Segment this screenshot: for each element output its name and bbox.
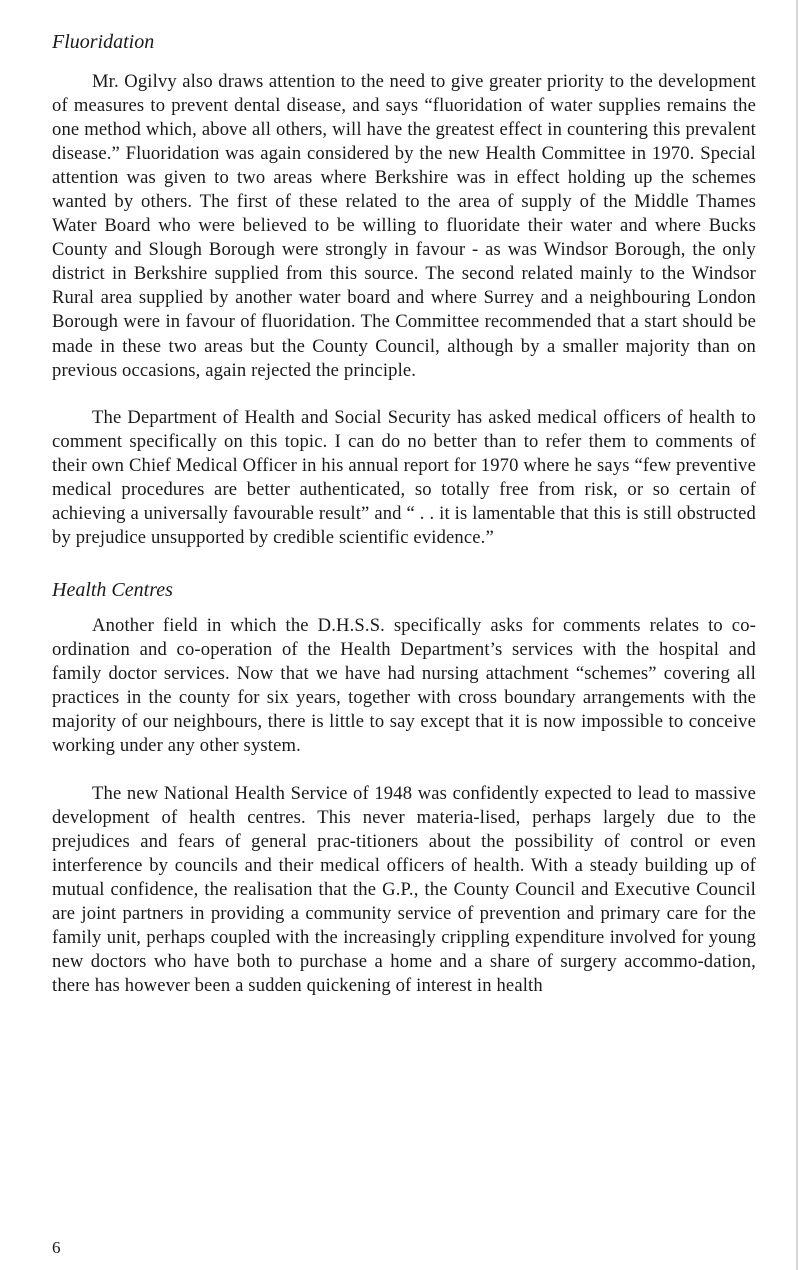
paragraph-health-centres-2: The new National Health Service of 1948 was confidently expected to lead to massive development of health centres. This never materia-lised, perhaps largely due to the prejudices and fears of general prac-titioners about the possibility of control or even interference by councils and their medical officers of health. With a steady building up of mutual confidence, the realisation that the G.P., the County Council and Executive Council are joint partners in providing a community service of prevention and primary care for the family unit, perhaps coupled with the increasingly crippling expenditure involved for young new doctors who have both to purchase a home and a share of surgery accommo-dation, there has however been a sudden quickening of interest in health [52,783,756,997]
page-number: 6 [52,1238,61,1257]
section-heading-fluoridation: Fluoridation [52,31,155,53]
paragraph-health-centres-1: Another field in which the D.H.S.S. specifically asks for comments relates to co-ordination and co-operation of the Health Department’s services with the hospital and family doctor services. Now that we have had nursing attachment “schemes” covering all practices in the county for six years, together with cross boundary arrangements with the majority of our neighbours, there is little to say except that it is now impossible to conceive working under any other system. [52,615,756,757]
page-edge-line [796,0,798,1270]
paragraph-fluoridation-2: The Department of Health and Social Security has asked medical officers of health to comment specifically on this topic. I can do no better than to refer them to comments of their own Chief Medical Officer in his annual report for 1970 where he says “few preventive medical procedures are better authenticated, so totally free from risk, or so certain of achieving a universally favourable result” and “ . . it is lamentable that this is still obstructed by prejudice unsupported by credible scientific evidence.” [52,407,756,549]
section-heading-health-centres: Health Centres [52,579,173,601]
paragraph-fluoridation-1: Mr. Ogilvy also draws attention to the need to give greater priority to the development of measures to prevent dental disease, and says “fluoridation of water supplies remains the one method which, above all others, will have the greatest effect in countering this prevalent disease.” Fluoridation was again considered by the new Health Committee in 1970. Special attention was given to two areas where Berkshire was in effect holding up the schemes wanted by others. The first of these related to the area of supply of the Middle Thames Water Board who were believed to be willing to fluoridate their water and where Bucks County and Slough Borough were strongly in favour - as was Windsor Borough, the only district in Berkshire supplied from this source. The second related mainly to the Windsor Rural area supplied by another water board and where Surrey and a neighbouring London Borough were in favour of fluoridation. The Committee recommended that a start should be made in these two areas but the County Council, although by a smaller majority than on previous occasions, again rejected the principle. [52,71,756,381]
